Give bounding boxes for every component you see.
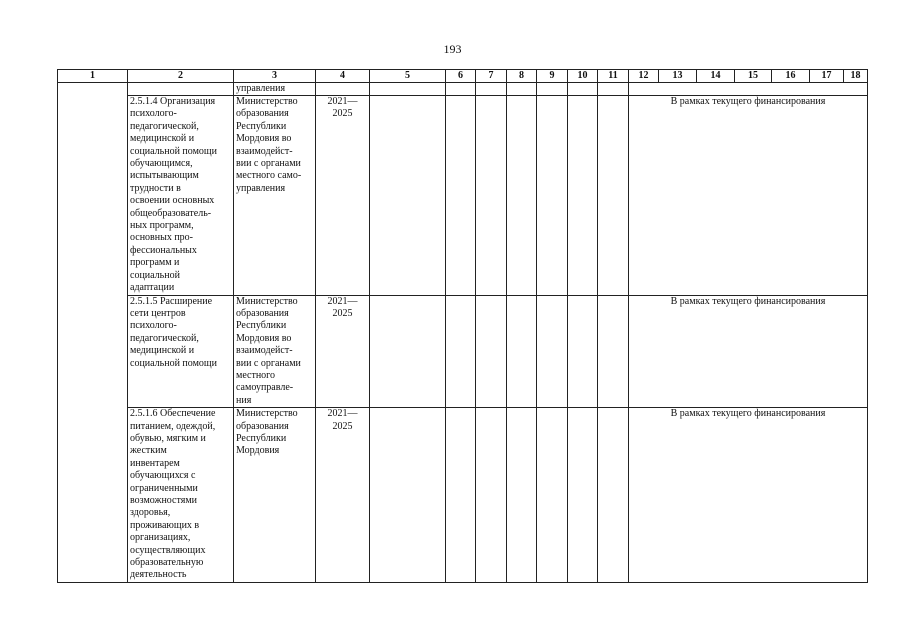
table-row bbox=[58, 295, 868, 408]
measure-cell: 2.5.1.6 Обеспечение питанием, одеждой, обувью, мягким и жестким инвентарем обучающихся с ограниченными возможностями здоровья, проживающих в организациях, осуществляющих образовательную деятельность bbox=[128, 408, 234, 583]
financing-cell: В рамках текущего финансирования bbox=[629, 295, 868, 408]
cell-col-1 bbox=[58, 83, 128, 583]
executor-cell: Министерство образования Республики Мордовия bbox=[234, 408, 316, 583]
column-header: 3 bbox=[234, 70, 316, 83]
column-header: 2 bbox=[128, 70, 234, 83]
column-header: 10 bbox=[568, 70, 598, 83]
financing-cell: В рамках текущего финансирования bbox=[629, 96, 868, 296]
executor-cell: Министерство образования Республики Мордовия во взаимодейст- вии с органами местного самоуправле- ния bbox=[234, 295, 316, 408]
period-cell: 2021— 2025 bbox=[316, 408, 370, 583]
program-table bbox=[57, 69, 868, 583]
column-header: 14 bbox=[697, 70, 735, 83]
period-cell: 2021— 2025 bbox=[316, 96, 370, 296]
column-header: 12 bbox=[629, 70, 659, 83]
column-header: 9 bbox=[537, 70, 568, 83]
column-header: 16 bbox=[772, 70, 810, 83]
table-row bbox=[58, 408, 868, 583]
column-header: 18 bbox=[844, 70, 868, 83]
executor-cell: Министерство образования Республики Мордовия во взаимодейст- вии с органами местного само- управления bbox=[234, 96, 316, 296]
column-header: 13 bbox=[659, 70, 697, 83]
measure-cell: 2.5.1.5 Расширение сети центров психолого- педагогической, медицинской и социальной помощи bbox=[128, 295, 234, 408]
table-row bbox=[58, 96, 868, 296]
column-header: 8 bbox=[507, 70, 537, 83]
column-header: 7 bbox=[476, 70, 507, 83]
financing-cell: В рамках текущего финансирования bbox=[629, 408, 868, 583]
continuation-text: управления bbox=[234, 83, 316, 96]
page-number: 193 bbox=[443, 42, 462, 56]
column-header: 5 bbox=[370, 70, 446, 83]
column-header: 15 bbox=[735, 70, 772, 83]
column-header: 6 bbox=[446, 70, 476, 83]
column-header: 11 bbox=[598, 70, 629, 83]
measure-cell: 2.5.1.4 Организация психолого- педагогической, медицинской и социальной помощи обучающимся, испытывающим трудности в освоении основных общеобразователь- ных программ, основных про- фессиональных программ и социальной адаптации bbox=[128, 96, 234, 296]
cell-col-2 bbox=[128, 83, 234, 96]
header-row bbox=[58, 70, 868, 83]
column-header: 4 bbox=[316, 70, 370, 83]
column-header: 1 bbox=[58, 70, 128, 83]
continuation-row bbox=[58, 83, 868, 96]
column-header: 17 bbox=[810, 70, 844, 83]
period-cell: 2021— 2025 bbox=[316, 295, 370, 408]
